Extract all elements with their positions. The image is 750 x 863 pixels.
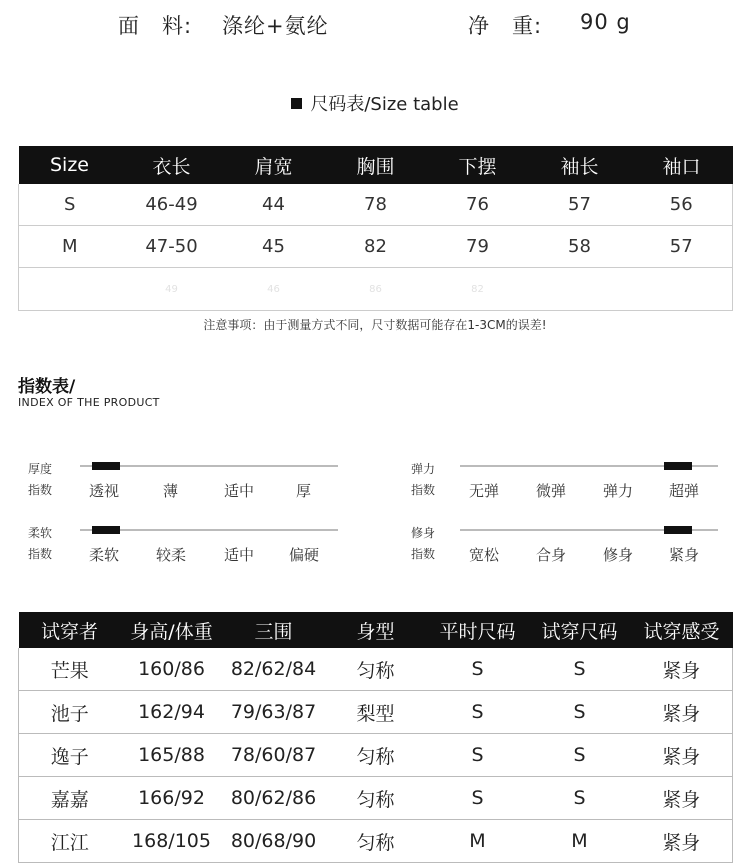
scale-label-line1: 修身 [411, 526, 436, 540]
tryon-cell: 嘉嘉 [19, 777, 121, 820]
tryon-cell: 紧身 [631, 648, 733, 691]
scale-option: 宽松 [469, 546, 500, 564]
scale-option: 适中 [224, 482, 255, 500]
tryon-cell: S [529, 777, 631, 820]
size-cell: 82 [427, 268, 529, 311]
size-cell: 82 [325, 226, 427, 268]
size-cell: 47-50 [121, 226, 223, 268]
scale-label-elasticity [411, 459, 435, 501]
scale-option: 较柔 [156, 546, 187, 564]
scale-option: 偏硬 [289, 546, 320, 564]
tryon-cell: M [427, 820, 529, 863]
scale-marker [664, 462, 692, 470]
tryon-header-cell: 平时尺码 [427, 612, 529, 648]
tryon-cell: 芒果 [19, 648, 121, 691]
size-cell: S [19, 184, 121, 226]
tryon-row [19, 777, 733, 820]
size-cell: 57 [529, 184, 631, 226]
tryon-cell: 池子 [19, 691, 121, 734]
tryon-cell: 匀称 [325, 648, 427, 691]
scale-label-fit [411, 523, 435, 565]
scale-label-line1: 厚度 [28, 462, 53, 476]
tryon-row [19, 648, 733, 691]
scale-option: 厚 [296, 482, 312, 500]
scale-label-line1: 弹力 [411, 462, 436, 476]
fabric-value: 涤纶+氨纶 [222, 14, 329, 38]
scale-option: 无弹 [469, 482, 500, 500]
tryon-header-cell: 试穿尺码 [529, 612, 631, 648]
tryon-cell: S [427, 691, 529, 734]
size-table-header-row [19, 146, 733, 184]
scale-label-line2: 指数 [411, 483, 436, 497]
scale-option: 弹力 [603, 482, 634, 500]
size-cell [631, 268, 733, 311]
size-header-cell: 胸围 [325, 146, 427, 184]
scale-label-softness [28, 523, 52, 565]
tryon-cell: 紧身 [631, 777, 733, 820]
size-cell [529, 268, 631, 311]
tryon-cell: 168/105 [121, 820, 223, 863]
weight-label: 净 重: [468, 14, 543, 38]
size-cell: 79 [427, 226, 529, 268]
scale-option: 微弹 [536, 482, 567, 500]
size-cell: M [19, 226, 121, 268]
size-header-cell: 衣长 [121, 146, 223, 184]
scale-label-line2: 指数 [28, 483, 53, 497]
size-table-row-faded [19, 268, 733, 311]
tryon-cell: 80/68/90 [223, 820, 325, 863]
tryon-cell: 紧身 [631, 691, 733, 734]
size-header-cell: Size [19, 146, 121, 184]
scale-marker [92, 462, 120, 470]
scale-option: 合身 [536, 546, 567, 564]
scale-label-line2: 指数 [411, 547, 436, 561]
size-cell: 78 [325, 184, 427, 226]
tryon-cell: 80/62/86 [223, 777, 325, 820]
size-table [18, 146, 733, 311]
tryon-cell: M [529, 820, 631, 863]
tryon-table [18, 612, 733, 863]
tryon-row [19, 820, 733, 863]
tryon-cell: 79/63/87 [223, 691, 325, 734]
index-title: 指数表/ [18, 377, 76, 397]
scale-label-thickness [28, 459, 52, 501]
scale-option: 薄 [163, 482, 179, 500]
size-cell: 86 [325, 268, 427, 311]
tryon-header-cell: 试穿者 [19, 612, 121, 648]
tryon-cell: 匀称 [325, 820, 427, 863]
tryon-header-cell: 身高/体重 [121, 612, 223, 648]
size-table-title-text: 尺码表/Size table [310, 94, 459, 115]
size-table-row [19, 184, 733, 226]
scale-label-line1: 柔软 [28, 526, 53, 540]
fabric-label: 面 料: [118, 14, 193, 38]
tryon-cell: 82/62/84 [223, 648, 325, 691]
size-cell: 44 [223, 184, 325, 226]
scale-option: 超弹 [669, 482, 700, 500]
size-table-title [0, 90, 750, 116]
size-cell: 58 [529, 226, 631, 268]
scale-option: 修身 [603, 546, 634, 564]
size-cell [19, 268, 121, 311]
size-header-cell: 袖长 [529, 146, 631, 184]
tryon-header-cell: 身型 [325, 612, 427, 648]
size-cell: 46-49 [121, 184, 223, 226]
tryon-row [19, 691, 733, 734]
size-cell: 56 [631, 184, 733, 226]
scale-option: 紧身 [669, 546, 700, 564]
tryon-cell: 逸子 [19, 734, 121, 777]
size-cell: 45 [223, 226, 325, 268]
tryon-header-row [19, 612, 733, 648]
size-cell: 49 [121, 268, 223, 311]
tryon-cell: S [427, 734, 529, 777]
scale-option: 适中 [224, 546, 255, 564]
tryon-cell: 165/88 [121, 734, 223, 777]
tryon-cell: 紧身 [631, 734, 733, 777]
square-bullet-icon [291, 98, 302, 109]
size-cell: 57 [631, 226, 733, 268]
tryon-cell: 160/86 [121, 648, 223, 691]
tryon-cell: 梨型 [325, 691, 427, 734]
tryon-cell: 紧身 [631, 820, 733, 863]
scale-marker [92, 526, 120, 534]
size-table-row [19, 226, 733, 268]
size-header-cell: 袖口 [631, 146, 733, 184]
tryon-cell: 匀称 [325, 734, 427, 777]
tryon-cell: 匀称 [325, 777, 427, 820]
tryon-cell: 江江 [19, 820, 121, 863]
tryon-cell: S [529, 691, 631, 734]
tryon-row [19, 734, 733, 777]
tryon-cell: 166/92 [121, 777, 223, 820]
tryon-header-cell: 试穿感受 [631, 612, 733, 648]
tryon-cell: S [427, 777, 529, 820]
tryon-cell: S [427, 648, 529, 691]
index-subtitle: INDEX OF THE PRODUCT [18, 396, 160, 409]
tryon-header-cell: 三围 [223, 612, 325, 648]
scale-option: 透视 [89, 482, 120, 500]
size-header-cell: 肩宽 [223, 146, 325, 184]
scale-marker [664, 526, 692, 534]
tryon-cell: 78/60/87 [223, 734, 325, 777]
size-cell: 76 [427, 184, 529, 226]
scale-option: 柔软 [89, 546, 120, 564]
tryon-cell: S [529, 734, 631, 777]
tryon-cell: S [529, 648, 631, 691]
size-note: 注意事项：由于测量方式不同，尺寸数据可能存在1-3CM的误差! [203, 318, 547, 332]
size-cell: 46 [223, 268, 325, 311]
scale-label-line2: 指数 [28, 547, 53, 561]
tryon-cell: 162/94 [121, 691, 223, 734]
weight-value: 90 g [580, 10, 631, 34]
size-header-cell: 下摆 [427, 146, 529, 184]
